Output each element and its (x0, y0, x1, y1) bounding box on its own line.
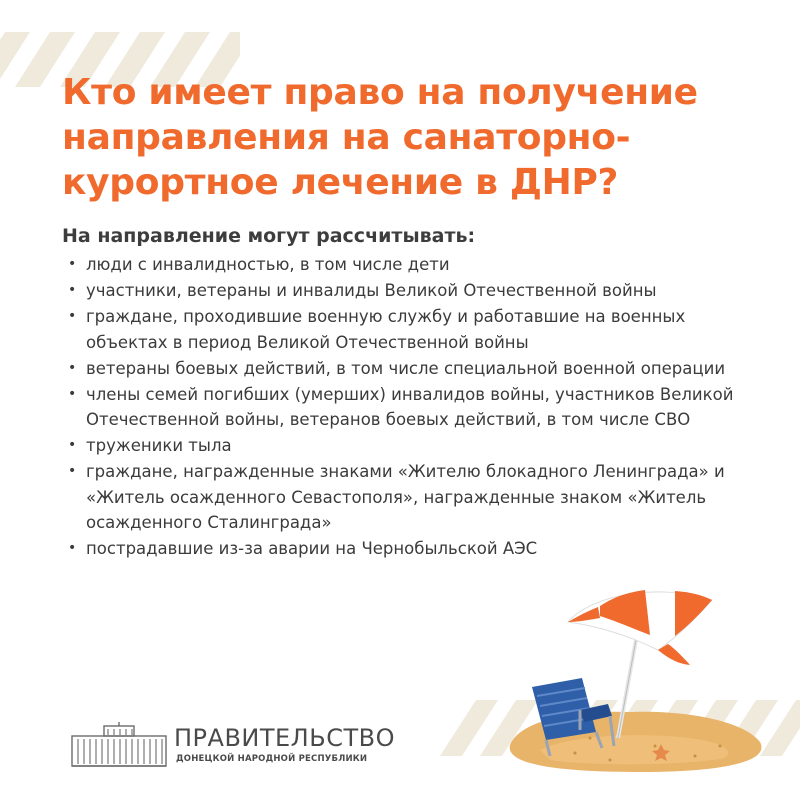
beach-umbrella-icon (568, 590, 712, 665)
list-item (62, 304, 742, 355)
bullet-icon: • (68, 282, 77, 298)
list-item (62, 459, 742, 536)
bullet-icon: • (68, 463, 77, 479)
bullet-icon: • (68, 385, 77, 402)
list-item (62, 536, 742, 562)
list-item-text: труженики тыла (86, 436, 232, 455)
list-item (62, 382, 742, 433)
list-item-text: граждане, проходившие военную службу и работавшие на военных объектах в период Великой Отечественной войны (86, 307, 686, 352)
bullet-icon: • (68, 437, 77, 453)
logo-title: ПРАВИТЕЛЬСТВО (174, 724, 395, 752)
bullet-icon: • (68, 308, 77, 324)
list-item (62, 252, 742, 278)
bullet-icon: • (68, 540, 77, 556)
list-item-text: граждане, награжденные знаками «Жителю блокадного Ленинграда» и «Житель осажденного Севастополя», награжденные знаком «Житель осажденного Сталинграда» (86, 462, 725, 532)
bullet-icon: • (68, 359, 77, 376)
list-item (62, 278, 742, 304)
bullet-icon: • (68, 256, 77, 272)
logo-subtitle: ДОНЕЦКОЙ НАРОДНОЙ РЕСПУБЛИКИ (176, 754, 368, 764)
list-heading: На направление могут рассчитывать: (62, 225, 476, 247)
list-item-text: члены семей погибших (умерших) инвалидов войны, участников Великой Отечественной войны, ветеранов боевых действий, в том числе СВО (86, 384, 734, 429)
list-item (62, 356, 742, 382)
list-item-text: люди с инвалидностью, в том числе дети (86, 255, 450, 274)
beach-illustration (480, 560, 800, 780)
page-title: Кто имеет право на получение направления на санаторно-курортное лечение в ДНР? (62, 72, 698, 203)
government-building-icon (70, 722, 168, 770)
eligibility-list (62, 252, 742, 562)
list-item-text: участники, ветераны и инвалиды Великой Отечественной войны (86, 281, 657, 300)
government-logo (70, 722, 395, 772)
list-item-text: пострадавшие из-за аварии на Чернобыльской АЭС (86, 539, 538, 558)
list-item-text: ветераны боевых действий, в том числе специальной военной операции (86, 358, 726, 378)
list-item (62, 433, 742, 459)
